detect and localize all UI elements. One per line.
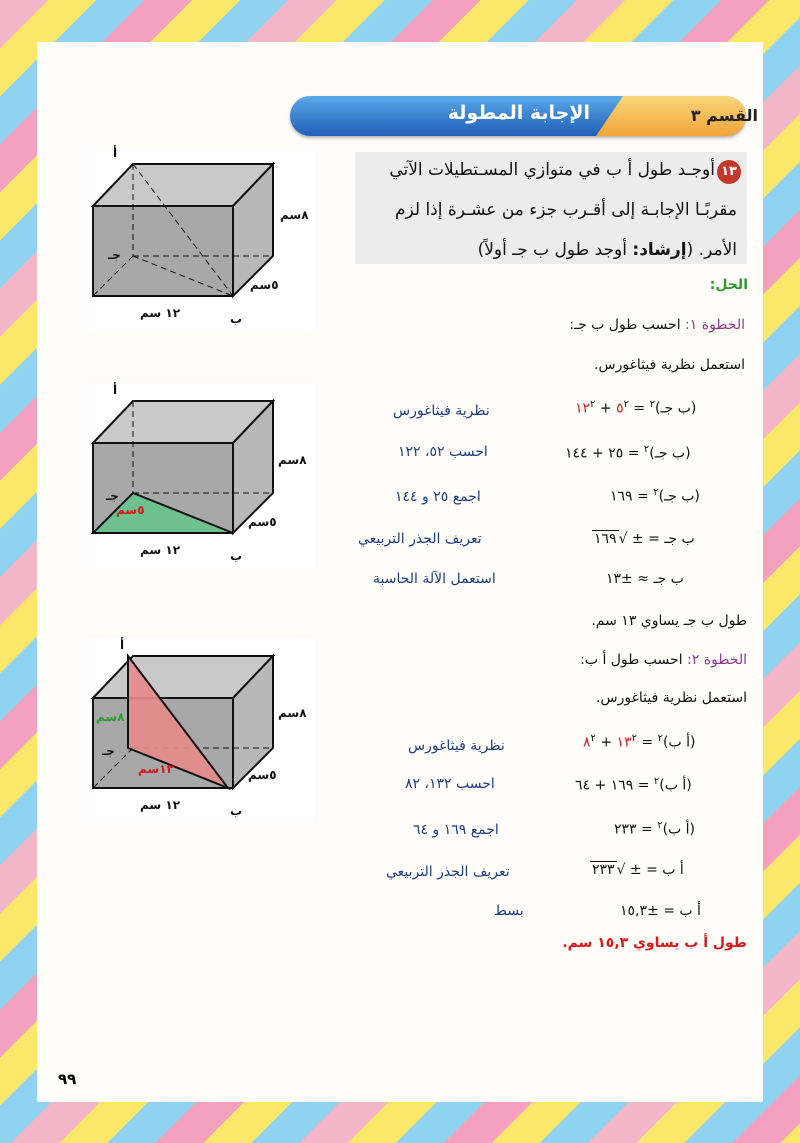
step1-result: طول ب جـ يساوي ١٣ سم. [591,613,747,629]
step1-reason-3: اجمع ٢٥ و ١٤٤ [395,489,481,505]
step2-intro: استعمل نظرية فيثاغورس. [596,690,747,706]
step1-reason-1: نظرية فيثاغورس [393,403,490,419]
step1-eq-3: (ب جـ)$^٢$ = ١٦٩ [610,487,700,505]
page-number: ٩٩ [58,1070,77,1088]
step2-reason-3: اجمع ١٦٩ و ٦٤ [413,822,499,838]
question-line-3: الأمر. (إرشاد: أوجد طول ب جـ أولاً) [477,240,737,260]
step1-eq-1: (ب جـ)$^٢$ = $٥^٢$ + $١٢^٢$ [575,399,697,417]
step2-eq-3: (أ ب)$^٢$ = ٢٣٣ [614,820,696,838]
step1-eq-4: ب جـ = ± √١٦٩ [594,531,695,547]
step1-intro: استعمل نظرية فيثاغورس. [594,357,745,373]
step2-eq-5: أ ب = ±١٥,٣ [620,903,701,919]
step2-reason-4: تعريف الجذر التربيعي [386,864,510,880]
question-line-2: مقربًـا الإجابـة إلى أقـرب جزء من عشـرة إذا لزم [394,200,737,220]
step1-heading: الخطوة ١: احسب طول ب جـ: [569,317,745,333]
step1-eq-5: ب جـ ≈ ±١٣ [606,571,684,587]
step1-reason-5: استعمل الآلة الحاسبة [373,571,496,587]
section-title: الإجابة المطولة [447,102,590,124]
step2-reason-2: احسب ١٣٢، ٨٢ [405,776,495,792]
step2-eq-2: (أ ب)$^٢$ = ١٦٩ + ٦٤ [575,776,692,794]
final-result: طول أ ب يساوي ١٥,٣ سم. [562,935,747,951]
step2-heading: الخطوة ٢: احسب طول أ ب: [580,652,747,668]
section-label: القسم ٣ [690,106,758,125]
prism-figure-2: أ ٨سم جـ ٥سم ٥سم ١٢ سم ب [88,383,313,568]
step2-reason-5: بسط [494,903,524,919]
step2-reason-1: نظرية فيثاغورس [408,738,505,754]
step1-eq-2: (ب جـ)$^٢$ = ٢٥ + ١٤٤ [565,444,691,462]
step1-reason-2: احسب ٥٢، ١٢٢ [398,444,488,460]
step2-eq-1: (أ ب)$^٢$ = $١٣^٢$ + $٨^٢$ [583,733,696,751]
step1-reason-4: تعريف الجذر التربيعي [358,531,482,547]
prism-figure-3: أ ٨سم ٨سم جـ ١٣سم ٥سم ١٢ سم ب [88,638,313,823]
step2-eq-4: أ ب = ± √٢٣٣ [592,862,684,878]
prism-figure-1: أ ٨سم جـ ٥سم ١٢ سم ب [88,146,313,331]
hint-label: إرشاد: [632,240,687,260]
question-number: ١٣ [717,160,741,184]
solution-label: الحل: [709,277,748,293]
question-line-1: أوجـد طول أ ب في متوازي المسـتطيلات الآتي [389,160,715,180]
